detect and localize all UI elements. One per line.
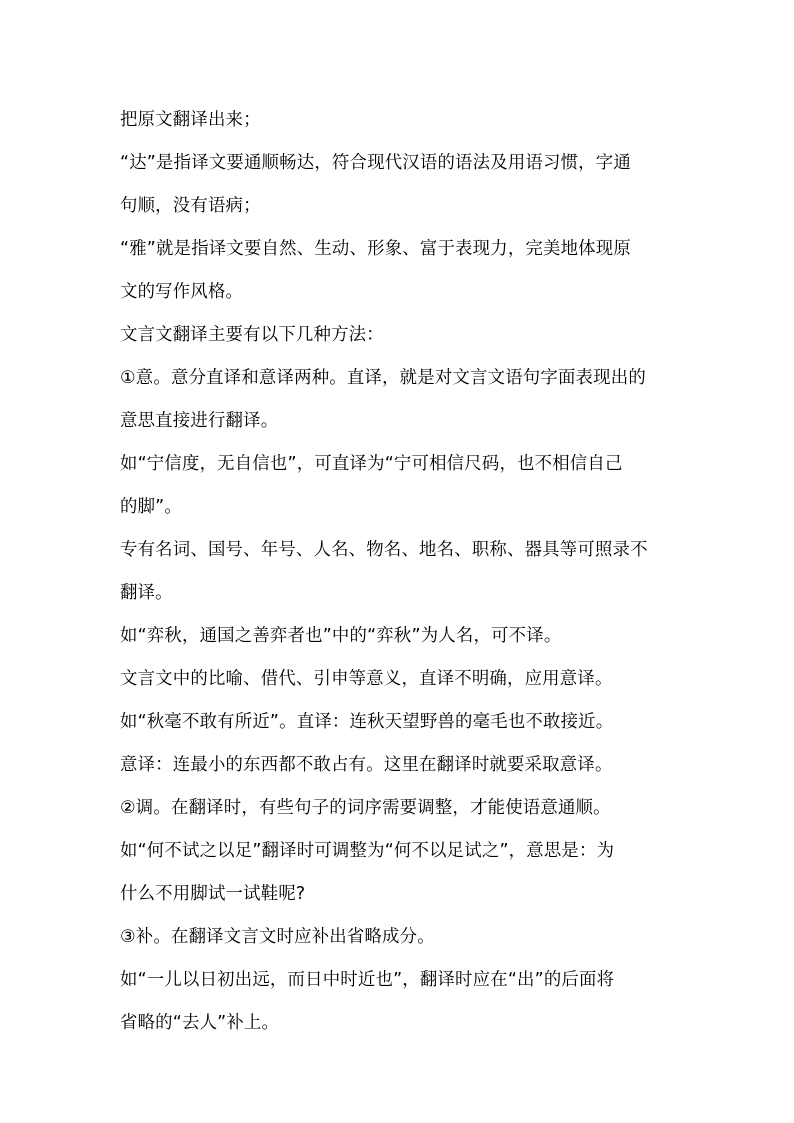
text-line: “雅”就是指译文要自然、生动、形象、富于表现力，完美地体现原 <box>120 239 631 259</box>
text-line: 如“宁信度，无自信也”，可直译为“宁可相信尺码，也不相信自己 <box>120 454 623 474</box>
text-line: 文的写作风格。 <box>120 282 244 302</box>
text-line: ③补。在翻译文言文时应补出省略成分。 <box>120 927 435 947</box>
text-line: ①意。意分直译和意译两种。直译，就是对文言文语句字面表现出的 <box>120 368 646 388</box>
text-line: 的脚”。 <box>120 497 182 517</box>
text-line: 把原文翻译出来； <box>120 110 261 130</box>
text-line: 句顺，没有语病； <box>120 196 261 216</box>
text-line: 专有名词、国号、年号、人名、物名、地名、职称、器具等可照录不 <box>120 540 648 560</box>
text-line: 如“一儿以日初出远，而日中时近也”，翻译时应在“出”的后面将 <box>120 970 615 990</box>
text-line: 如“秋毫不敢有所近”。直译：连秋天望野兽的毫毛也不敢接近。 <box>120 712 614 732</box>
text-line: 文言文中的比喻、借代、引申等意义，直译不明确，应用意译。 <box>120 669 613 689</box>
text-line: 如“何不试之以足”翻译时可调整为“何不以足试之”，意思是：为 <box>120 841 615 861</box>
text-line: ②调。在翻译时，有些句子的词序需要调整，才能使语意通顺。 <box>120 798 611 818</box>
text-line: 意思直接进行翻译。 <box>120 411 279 431</box>
text-line: 什么不用脚试一试鞋呢? <box>120 884 306 904</box>
text-line: 省略的“去人”补上。 <box>120 1013 280 1033</box>
text-line: “达”是指译文要通顺畅达，符合现代汉语的语法及用语习惯，字通 <box>120 153 631 173</box>
text-line: 意译：连最小的东西都不敢占有。这里在翻译时就要采取意译。 <box>120 755 613 775</box>
text-line: 翻译。 <box>120 583 173 603</box>
text-line: 文言文翻译主要有以下几种方法： <box>120 325 384 345</box>
text-line: 如“弈秋，通国之善弈者也”中的“弈秋”为人名，可不译。 <box>120 626 562 646</box>
